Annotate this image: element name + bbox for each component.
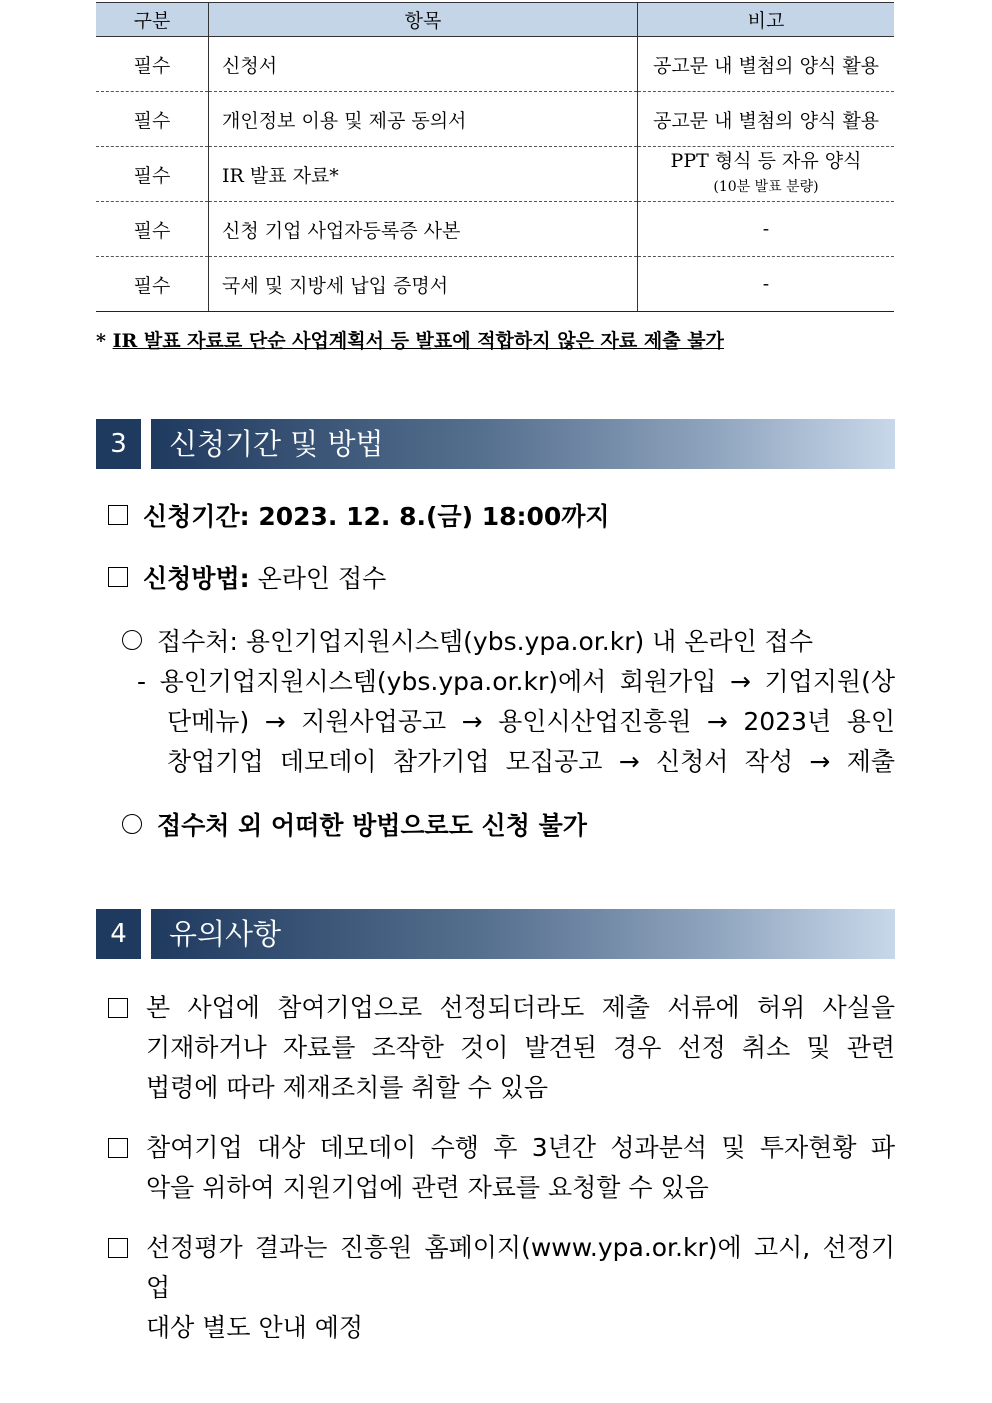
steps-line-1: - 용인기업지원시스템(ybs.ypa.or.kr)에서 회원가입 → 기업지원(상 bbox=[137, 667, 895, 696]
notice-line: 악을 위하여 지원기업에 관련 자료를 요청할 수 있음 bbox=[146, 1173, 709, 1202]
cell-note: 공고문 내 별첨의 양식 활용 bbox=[638, 37, 895, 92]
application-period bbox=[108, 497, 610, 533]
table-row bbox=[96, 257, 894, 312]
circle-bullet-icon bbox=[122, 630, 142, 650]
application-steps bbox=[137, 662, 895, 782]
cell-note: 공고문 내 별첨의 양식 활용 bbox=[638, 92, 895, 147]
checkbox-square-icon bbox=[108, 1138, 128, 1158]
table-row bbox=[96, 202, 894, 257]
cell-item: 개인정보 이용 및 제공 동의서 bbox=[209, 92, 638, 147]
section-title: 유의사항 bbox=[151, 909, 895, 959]
cell-note: - bbox=[638, 257, 895, 312]
notice-line: 선정평가 결과는 진흥원 홈페이지(www.ypa.or.kr)에 고시, 선정기업 bbox=[146, 1233, 895, 1302]
notice-item bbox=[108, 1228, 895, 1348]
reception-only-notice bbox=[122, 806, 587, 842]
cell-type: 필수 bbox=[96, 257, 209, 312]
application-method bbox=[108, 559, 386, 595]
section-3-header bbox=[96, 419, 895, 469]
checkbox-square-icon bbox=[108, 567, 128, 587]
table-row bbox=[96, 147, 894, 202]
required-documents-table bbox=[96, 2, 894, 312]
table-footnote bbox=[96, 326, 724, 353]
cell-type: 필수 bbox=[96, 92, 209, 147]
checkbox-square-icon bbox=[108, 1238, 128, 1258]
cell-type: 필수 bbox=[96, 202, 209, 257]
circle-bullet-icon bbox=[122, 814, 142, 834]
cell-type: 필수 bbox=[96, 37, 209, 92]
notice-line: 본 사업에 참여기업으로 선정되더라도 제출 서류에 허위 사실을 bbox=[146, 993, 895, 1022]
notice-line: 참여기업 대상 데모데이 수행 후 3년간 성과분석 및 투자현황 파 bbox=[146, 1133, 895, 1162]
table-row bbox=[96, 37, 894, 92]
section-number: 3 bbox=[96, 419, 141, 469]
cell-type: 필수 bbox=[96, 147, 209, 202]
cell-note-main: PPT 형식 등 자유 양식 bbox=[670, 150, 862, 172]
checkbox-square-icon bbox=[108, 505, 128, 525]
header-item: 항목 bbox=[209, 3, 638, 37]
header-type: 구분 bbox=[96, 3, 209, 37]
table-row bbox=[96, 92, 894, 147]
cell-item: 신청 기업 사업자등록증 사본 bbox=[209, 202, 638, 257]
notice-line: 법령에 따라 제재조치를 취할 수 있음 bbox=[146, 1073, 548, 1102]
checkbox-square-icon bbox=[108, 998, 128, 1018]
cell-item: 국세 및 지방세 납입 증명서 bbox=[209, 257, 638, 312]
cell-note bbox=[638, 147, 895, 202]
steps-line-2: 단메뉴) → 지원사업공고 → 용인시산업진흥원 → 2023년 용인 bbox=[167, 707, 895, 736]
reception-text: 접수처: 용인기업지원시스템(ybs.ypa.or.kr) 내 온라인 접수 bbox=[157, 627, 813, 656]
section-4-header bbox=[96, 909, 895, 959]
notice-line: 기재하거나 자료를 조작한 것이 발견된 경우 선정 취소 및 관련 bbox=[146, 1033, 895, 1062]
period-label: 신청기간: bbox=[143, 502, 250, 531]
section-number: 4 bbox=[96, 909, 141, 959]
table-header-row bbox=[96, 3, 894, 37]
notice-item bbox=[108, 1128, 895, 1208]
cell-item: IR 발표 자료* bbox=[209, 147, 638, 202]
notice-line: 대상 별도 안내 예정 bbox=[146, 1313, 364, 1342]
steps-line-3: 창업기업 데모데이 참가기업 모집공고 → 신청서 작성 → 제출 bbox=[167, 747, 895, 776]
footnote-mark: * bbox=[96, 330, 106, 352]
notice-item bbox=[108, 988, 895, 1108]
method-label: 신청방법: bbox=[143, 564, 250, 593]
period-value: 2023. 12. 8.(금) 18:00까지 bbox=[258, 502, 610, 531]
cell-note: - bbox=[638, 202, 895, 257]
method-value: 온라인 접수 bbox=[257, 564, 387, 593]
cell-item: 신청서 bbox=[209, 37, 638, 92]
cell-note-sub: (10분 발표 분량) bbox=[713, 179, 819, 195]
header-note: 비고 bbox=[638, 3, 895, 37]
footnote-text: IR 발표 자료로 단순 사업계획서 등 발표에 적합하지 않은 자료 제출 불가 bbox=[112, 330, 724, 352]
section-title: 신청기간 및 방법 bbox=[151, 419, 895, 469]
reception-place bbox=[122, 622, 813, 658]
only-text: 접수처 외 어떠한 방법으로도 신청 불가 bbox=[157, 811, 587, 840]
